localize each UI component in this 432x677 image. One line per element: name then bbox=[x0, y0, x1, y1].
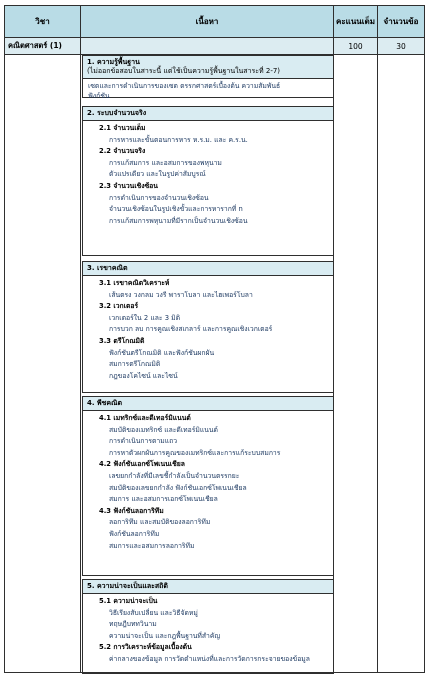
content-line: การดำเนินการของจำนวนเชิงซ้อน bbox=[109, 193, 209, 202]
content-line: กฎของโคไซน์ และไซน์ bbox=[109, 371, 178, 380]
subject-content-cell bbox=[81, 38, 334, 54]
subsection-heading: 3.2 เวกเตอร์ bbox=[99, 302, 139, 311]
section-title bbox=[83, 107, 333, 121]
content-line: วิธีเรียงสับเปลี่ยน และวิธีจัดหมู่ bbox=[109, 608, 198, 617]
content-line: การหาตัวผกผันการคูณของเมทริกซ์และการแก้ระบบสมการ bbox=[109, 448, 281, 457]
subject-row bbox=[5, 38, 424, 55]
content-line: สมการและอสมการลอการิทึม bbox=[109, 541, 195, 550]
content-line: ลอการิทึม และสมบัติของลอการิทึม bbox=[109, 518, 211, 527]
content-line: ค่ากลางของข้อมูล การวัดตำแหน่งที่และการวัดการกระจายของข้อมูล bbox=[109, 655, 310, 663]
subsection-heading: 4.3 ฟังก์ชันลอการิทึม bbox=[99, 506, 164, 515]
section-title-text: 1. ความรู้พื้นฐาน bbox=[87, 58, 140, 66]
subsection-heading: 5.2 การวิเคราะห์ข้อมูลเบื้องต้น bbox=[99, 643, 192, 652]
subsection-heading: 5.1 ความน่าจะเป็น bbox=[99, 597, 158, 605]
content-line: สมการตรีโกณมิติ bbox=[109, 360, 161, 369]
content-line: เวกเตอร์ใน 2 และ 3 มิติ bbox=[109, 313, 181, 322]
content-line: สมบัติของเลขยกกำลัง ฟังก์ชันเอกซ์โพเนนเชียล bbox=[109, 483, 247, 492]
content-line: สมการ และอสมการเอกซ์โพเนนเชียล bbox=[109, 495, 218, 504]
subsection-heading: 2.2 จำนวนจริง bbox=[99, 147, 146, 156]
header-items: จำนวนข้อ bbox=[383, 17, 419, 26]
content-line: จำนวนเชิงซ้อนในรูปเชิงขั้วและการหารากที่ n bbox=[109, 205, 243, 214]
subsection-heading: 4.2 ฟังก์ชันเอกซ์โพเนนเชียล bbox=[99, 460, 185, 469]
subsection-heading: 2.1 จำนวนเต็ม bbox=[99, 124, 146, 132]
subsection-heading: 4.1 เมทริกซ์และดีเทอร์มิแนนต์ bbox=[99, 414, 191, 422]
section-title bbox=[83, 262, 333, 276]
content-line: ฟังก์ชันตรีโกณมิติ และฟังก์ชันผกผัน bbox=[109, 348, 215, 357]
section-4 bbox=[82, 396, 334, 576]
content-line: เลขยกกำลังที่มีเลขชี้กำลังเป็นจำนวนตรรกยะ bbox=[109, 472, 240, 480]
subject-score: 100 bbox=[334, 38, 378, 54]
content-line: ความน่าจะเป็น และกฎพื้นฐานที่สำคัญ bbox=[109, 631, 221, 640]
divider-subject bbox=[80, 54, 81, 672]
section-title-text: 4. พีชคณิต bbox=[87, 399, 123, 407]
header-subject: วิชา bbox=[5, 6, 81, 37]
content-line: การดำเนินการตามแถว bbox=[109, 437, 178, 446]
content-line: การแก้สมการพหุนามที่มีรากเป็นจำนวนเชิงซ้อน bbox=[109, 216, 248, 225]
subsection-heading: 3.1 เรขาคณิตวิเคราะห์ bbox=[99, 279, 170, 287]
section-5 bbox=[82, 579, 334, 674]
content-line: ฟังก์ชัน bbox=[88, 92, 110, 100]
table-header bbox=[5, 6, 424, 38]
content-line: เส้นตรง วงกลม วงรี พาราโบลา และไฮเพอร์โบลา bbox=[109, 290, 253, 299]
section-3 bbox=[82, 261, 334, 393]
content-line: ตัวแปรเดียว และในรูปค่าสัมบูรณ์ bbox=[109, 170, 206, 179]
subsection-heading: 3.3 ตรีโกณมิติ bbox=[99, 337, 145, 345]
content-line: เซตและการดำเนินการของเซต ตรรกศาสตร์เบื้องต้น ความสัมพันธ์ bbox=[88, 82, 281, 90]
section-title-text: 2. ระบบจำนวนจริง bbox=[87, 109, 147, 117]
section-title bbox=[83, 56, 333, 79]
header-content: เนื้อหา bbox=[81, 6, 334, 37]
content-line: สมบัติของเมทริกซ์ และดีเทอร์มิแนนต์ bbox=[109, 425, 218, 434]
section-title bbox=[83, 580, 333, 594]
subject-name: คณิตศาสตร์ (1) bbox=[5, 38, 81, 54]
section-2 bbox=[82, 106, 334, 256]
content-line: การบวก ลบ การคูณเชิงสเกลาร์ และการคูณเชิงเวกเตอร์ bbox=[109, 325, 273, 334]
curriculum-table bbox=[4, 5, 425, 673]
content-line: การแก้สมการ และอสมการของพหุนาม bbox=[109, 158, 222, 167]
content-line: ฟังก์ชันลอการิทึม bbox=[109, 530, 160, 538]
section-1 bbox=[82, 55, 334, 98]
section-title-text: 5. ความน่าจะเป็นและสถิติ bbox=[87, 582, 168, 590]
header-score: คะแนนเต็ม bbox=[334, 6, 378, 37]
subsection-heading: 2.3 จำนวนเชิงซ้อน bbox=[99, 182, 158, 190]
content-line: การหารและขั้นตอนการหาร ห.ร.ม. และ ค.ร.น. bbox=[109, 135, 248, 144]
section-title bbox=[83, 397, 333, 411]
content-line: ทฤษฎีบททวินาม bbox=[109, 620, 157, 629]
divider-score bbox=[377, 54, 378, 672]
subject-items: 30 bbox=[396, 41, 406, 51]
section-subtitle: (ไม่ออกข้อสอบในสาระนี้ แต่ใช้เป็นความรู้พื้นฐานในสาระที่ 2-7) bbox=[87, 67, 281, 75]
section-title-text: 3. เรขาคณิต bbox=[87, 264, 128, 272]
